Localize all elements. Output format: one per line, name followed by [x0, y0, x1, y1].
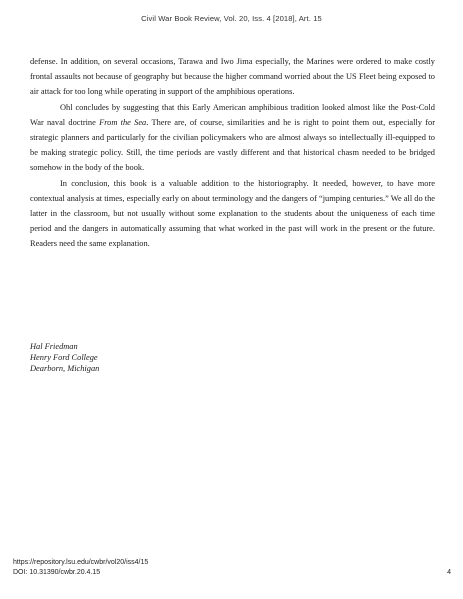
- paragraph-2-text-end: . There are, of course, similarities and he is right to point them out, especially for strategic planners and particularly for the civilian policymakers who are almost always so intellectually ill-equipped to be making strategic policy. Still, the time periods are vastly different and that historical chasm needed to be bridged somehow in the body of the book.: [30, 117, 435, 173]
- reviewer-location: Dearborn, Michigan: [30, 364, 100, 374]
- repository-url[interactable]: https://repository.lsu.edu/cwbr/vol20/iss4/15: [13, 559, 149, 566]
- page-number: 4: [447, 569, 451, 576]
- paragraph-2: [30, 100, 435, 176]
- reviewer-institution: Henry Ford College: [30, 353, 98, 363]
- reviewer-signature: [30, 341, 99, 375]
- reviewer-name: Hal Friedman: [30, 342, 78, 351]
- paragraph-3-text: In conclusion, this book is a valuable addition to the historiography. It needed, however, to have more contextual analysis at times, especially early on about terminology and the dangers of “jumping centuries.” We all do the latter in the classroom, but not usually without some explanation to the students about the uniqueness of each time period and the dangers in automatically assuming that what worked in the past will work in the present or the future. Readers need the same explanation.: [30, 178, 435, 249]
- paragraph-2-italic-title: From the Sea: [99, 117, 147, 127]
- paragraph-1-text: defense. In addition, on several occasions, Tarawa and Iwo Jima especially, the Marines were ordered to make costly frontal assaults not because of geography but because the higher command worried about the US Fleet being exposed to air attack for too long while operating in support of the amphibious operations.: [30, 57, 435, 97]
- paragraph-2-text-start: Ohl concludes by suggesting that this Early American amphibious tradition looked almost like the Post-Cold War naval doctrine: [30, 102, 435, 127]
- doi-text: DOI: 10.31390/cwbr.20.4.15: [13, 569, 101, 576]
- repository-link[interactable]: [13, 558, 148, 568]
- running-header: Civil War Book Review, Vol. 20, Iss. 4 [2018], Art. 15: [141, 14, 322, 23]
- paragraph-1: [30, 54, 435, 100]
- review-body: [30, 54, 435, 252]
- paragraph-3: [30, 176, 435, 252]
